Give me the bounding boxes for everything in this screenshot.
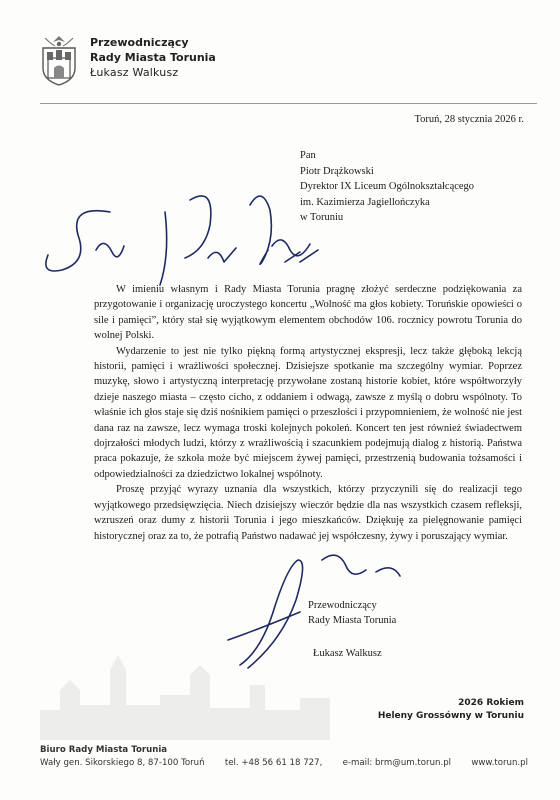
body-paragraph-3: Proszę przyjąć wyrazy uznania dla wszystkich, którzy przyczynili się do realizacji tego wyjątkowego przedsięwzięcia. Niech dzisiejszy wieczór będzie dla nas wszystkich czasem refleksji, wzruszeń oraz dumy z historii Torunia i jego mieszkańców. Dziękuję za pielęgnowanie pamięci historycznej oraz za to, że potrafią Państwo nadawać jej współczesny, żywy i poruszający wymiar. bbox=[94, 484, 522, 542]
closing-name: Łukasz Walkusz bbox=[313, 648, 382, 659]
footer-address: Wały gen. Sikorskiego 8, 87-100 Toruń bbox=[40, 757, 205, 768]
letterhead-title-line2: Rady Miasta Torunia bbox=[90, 51, 216, 64]
torun-coat-of-arms-icon bbox=[37, 34, 81, 86]
footer-phone: tel. +48 56 61 18 727, bbox=[224, 757, 323, 768]
recipient-line3: Dyrektor IX Liceum Ogólnokształcącego bbox=[300, 181, 475, 193]
letterhead-name: Łukasz Walkusz bbox=[90, 66, 179, 79]
letter-footer bbox=[40, 744, 528, 769]
body-paragraph-2: Wydarzenie to jest nie tylko piękną formą artystycznej ekspresji, lecz także głęboką lekcją historii, pamięci i wrażliwości społecznej. Dzisiejsze spotkanie ma szczególny wymiar. Poprzez muzykę, słowo i artystyczną interpretację przywołane zostaną historie kobiet, które współtworzyły dzieje naszego miasta – często cicho, z oddaniem i odwagą, zawsze z myślą o dobru wspólnoty. To właśnie ich głos staje się dziś nośnikiem pamięci o przeszłości i przypomnieniem, że wolność nie jest dana raz na zawsze, lecz wymaga troski kolejnych pokoleń. Koncert ten jest również świadectwem dojrzałości młodych ludzi, którzy z wrażliwością i szacunkiem podejmują dialog z historią. Państwa praca pokazuje, że szkoła może być miejscem żywej pamięci, przestrzenią budowania tożsamości i odpowiedzialności za dziedzictwo lokalnej wspólnoty. bbox=[94, 345, 522, 480]
recipient-address bbox=[300, 148, 474, 226]
anniversary-line2: Heleny Grossówny w Toruniu bbox=[377, 710, 524, 721]
anniversary-note bbox=[378, 697, 524, 722]
footer-website[interactable]: www.torun.pl bbox=[471, 757, 528, 768]
letterhead-title-line1: Przewodniczący bbox=[90, 36, 189, 49]
letter-body bbox=[94, 282, 522, 544]
letter-date: Toruń, 28 stycznia 2026 r. bbox=[414, 114, 524, 125]
closing-line2: Rady Miasta Torunia bbox=[308, 615, 397, 626]
recipient-line4: im. Kazimierza Jagiellończyka bbox=[300, 196, 430, 208]
footer-email[interactable]: e-mail: brm@um.torun.pl bbox=[342, 757, 452, 768]
recipient-line2: Piotr Drążkowski bbox=[300, 165, 374, 177]
city-skyline-watermark bbox=[40, 650, 330, 740]
closing-line1: Przewodniczący bbox=[308, 600, 377, 611]
letterhead bbox=[90, 35, 216, 80]
closing-title bbox=[308, 598, 396, 628]
body-paragraph-1: W imieniu własnym i Rady Miasta Torunia pragnę złożyć serdeczne podziękowania za przygotowanie i organizację uroczystego koncertu „Wolność ma głos kobiety. Toruńskie opowieści o sile i pamięci”, który stał się wyjątkowym elementem obchodów 106. rocznicy powrotu Torunia do wolnej Polski. bbox=[94, 284, 522, 342]
recipient-line5: w Toruniu bbox=[300, 212, 344, 224]
footer-office: Biuro Rady Miasta Torunia bbox=[40, 745, 168, 755]
recipient-line1: Pan bbox=[300, 150, 316, 161]
anniversary-line1: 2026 Rokiem bbox=[458, 698, 524, 708]
header-divider bbox=[40, 103, 537, 104]
